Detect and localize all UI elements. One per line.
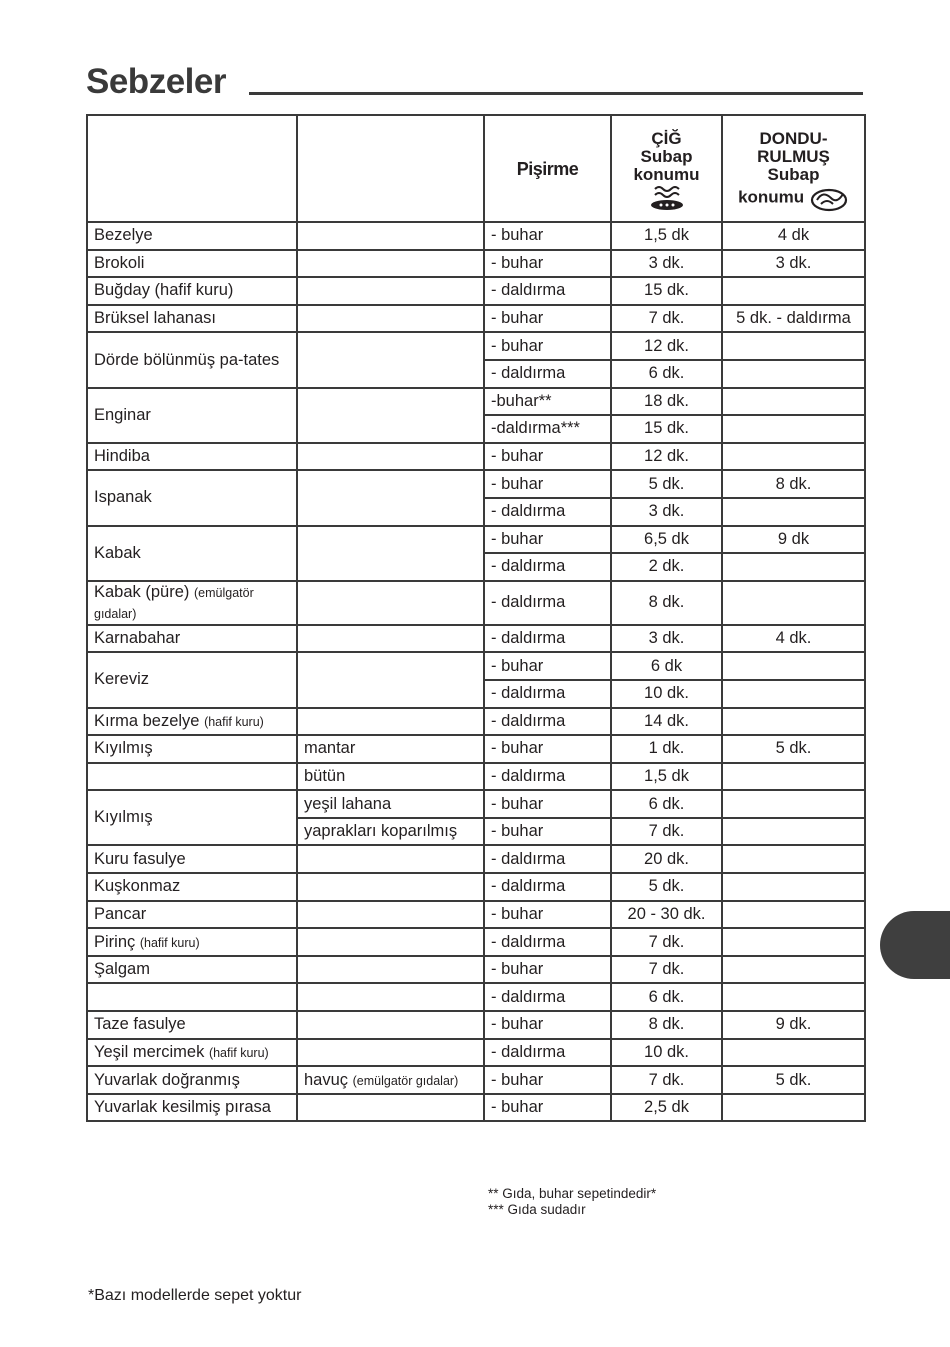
vegetable-detail: yaprakları koparılmış xyxy=(297,818,484,846)
cooking-method: - buhar xyxy=(484,1011,611,1039)
vegetable-name: Karnabahar xyxy=(87,625,297,653)
vegetable-name: Bezelye xyxy=(87,222,297,250)
table-row xyxy=(87,1066,865,1094)
frozen-time: 4 dk xyxy=(722,222,865,250)
frozen-time: 9 dk. xyxy=(722,1011,865,1039)
raw-time: 1 dk. xyxy=(611,735,722,763)
footnotes xyxy=(488,1186,656,1218)
raw-time: 12 dk. xyxy=(611,443,722,471)
cooking-method: - buhar xyxy=(484,443,611,471)
table-row xyxy=(87,305,865,333)
cooking-method: - daldırma xyxy=(484,1039,611,1067)
raw-time: 7 dk. xyxy=(611,928,722,956)
cooking-method: - daldırma xyxy=(484,581,611,625)
raw-time: 18 dk. xyxy=(611,388,722,416)
table-row xyxy=(87,222,865,250)
vegetable-name: Ispanak xyxy=(87,470,297,525)
vegetable-detail xyxy=(297,250,484,278)
cooking-method: - buhar xyxy=(484,818,611,846)
vegetable-name: Kırma bezelye (hafif kuru) xyxy=(87,708,297,736)
table-row xyxy=(87,928,865,956)
vegetable-detail xyxy=(297,1039,484,1067)
vegetable-detail xyxy=(297,305,484,333)
cooking-method: - buhar xyxy=(484,222,611,250)
raw-time: 7 dk. xyxy=(611,1066,722,1094)
frozen-time xyxy=(722,277,865,305)
page-title: Sebzeler xyxy=(86,62,226,101)
cooking-method: - buhar xyxy=(484,470,611,498)
frozen-time xyxy=(722,360,865,388)
raw-time: 2 dk. xyxy=(611,553,722,581)
footnote: ** Gıda, buhar sepetindedir* xyxy=(488,1186,657,1201)
raw-time: 6 dk. xyxy=(611,983,722,1011)
table-row xyxy=(87,526,865,554)
vegetable-detail xyxy=(297,708,484,736)
cooking-method: - daldırma xyxy=(484,277,611,305)
table-row xyxy=(87,1011,865,1039)
vegetable-name: Yuvarlak doğranmış xyxy=(87,1066,297,1094)
frozen-time xyxy=(722,680,865,708)
frozen-time xyxy=(722,901,865,929)
frozen-time: 5 dk. - daldırma xyxy=(722,305,865,333)
vegetable-detail xyxy=(297,1094,484,1122)
frozen-time: 8 dk. xyxy=(722,470,865,498)
table-row xyxy=(87,581,865,625)
cooking-method: - buhar xyxy=(484,250,611,278)
cooking-method: - buhar xyxy=(484,735,611,763)
raw-time: 10 dk. xyxy=(611,1039,722,1067)
vegetable-detail xyxy=(297,625,484,653)
vegetable-detail xyxy=(297,277,484,305)
table-row xyxy=(87,901,865,929)
cooking-method: - buhar xyxy=(484,305,611,333)
vegetable-detail xyxy=(297,388,484,443)
vegetable-name: Pirinç (hafif kuru) xyxy=(87,928,297,956)
cooking-method: - buhar xyxy=(484,901,611,929)
vegetable-detail xyxy=(297,652,484,707)
cooking-method: - buhar xyxy=(484,652,611,680)
cooking-method: - daldırma xyxy=(484,680,611,708)
vegetable-detail: bütün xyxy=(297,763,484,791)
cooking-method: - buhar xyxy=(484,956,611,984)
raw-time: 1,5 dk xyxy=(611,222,722,250)
vegetable-name: Yuvarlak kesilmiş pırasa xyxy=(87,1094,297,1122)
vegetable-cooking-table xyxy=(86,114,866,1122)
table-row xyxy=(87,708,865,736)
vegetable-name: Kıyılmış xyxy=(87,735,297,763)
vegetable-detail xyxy=(297,845,484,873)
title-rule xyxy=(249,92,863,95)
vegetable-name: Yeşil mercimek (hafif kuru) xyxy=(87,1039,297,1067)
raw-time: 6 dk. xyxy=(611,360,722,388)
vegetable-name: Brüksel lahanası xyxy=(87,305,297,333)
footnote: *** Gıda sudadır xyxy=(488,1202,586,1217)
vegetable-name: Taze fasulye xyxy=(87,1011,297,1039)
vegetable-name xyxy=(87,983,297,1011)
table-row xyxy=(87,956,865,984)
cooking-method: - daldırma xyxy=(484,983,611,1011)
frozen-time: 4 dk. xyxy=(722,625,865,653)
frozen-time xyxy=(722,581,865,625)
cooking-method: - daldırma xyxy=(484,360,611,388)
table-row xyxy=(87,873,865,901)
raw-time: 15 dk. xyxy=(611,415,722,443)
vegetable-name: Pancar xyxy=(87,901,297,929)
vegetable-detail: mantar xyxy=(297,735,484,763)
raw-time: 3 dk. xyxy=(611,250,722,278)
frozen-time xyxy=(722,443,865,471)
vegetable-detail xyxy=(297,956,484,984)
frozen-time xyxy=(722,873,865,901)
cooking-method: - buhar xyxy=(484,1094,611,1122)
frozen-time xyxy=(722,763,865,791)
frozen-time xyxy=(722,1039,865,1067)
raw-time: 10 dk. xyxy=(611,680,722,708)
section-tab-marker xyxy=(880,911,950,979)
cooking-method: - buhar xyxy=(484,1066,611,1094)
vegetable-detail xyxy=(297,1011,484,1039)
raw-time: 3 dk. xyxy=(611,498,722,526)
frozen-time: 5 dk. xyxy=(722,735,865,763)
frozen-time xyxy=(722,415,865,443)
vegetable-name: Şalgam xyxy=(87,956,297,984)
raw-time: 6 dk xyxy=(611,652,722,680)
frozen-time xyxy=(722,652,865,680)
table-row xyxy=(87,845,865,873)
vegetable-name: Kabak xyxy=(87,526,297,581)
vegetable-name: Kıyılmış xyxy=(87,790,297,845)
frozen-time xyxy=(722,498,865,526)
frozen-time xyxy=(722,818,865,846)
frozen-time xyxy=(722,983,865,1011)
cooking-method: - daldırma xyxy=(484,763,611,791)
vegetable-detail: yeşil lahana xyxy=(297,790,484,818)
table-row xyxy=(87,277,865,305)
raw-time: 6 dk. xyxy=(611,790,722,818)
raw-time: 3 dk. xyxy=(611,625,722,653)
frozen-time xyxy=(722,553,865,581)
raw-time: 20 dk. xyxy=(611,845,722,873)
frozen-time: 5 dk. xyxy=(722,1066,865,1094)
raw-time: 8 dk. xyxy=(611,581,722,625)
cooking-method: -daldırma*** xyxy=(484,415,611,443)
vegetable-detail xyxy=(297,222,484,250)
table-row xyxy=(87,1039,865,1067)
vegetable-detail: havuç (emülgatör gıdalar) xyxy=(297,1066,484,1094)
cooking-method: - daldırma xyxy=(484,845,611,873)
table-row xyxy=(87,790,865,818)
raw-time: 12 dk. xyxy=(611,332,722,360)
vegetable-name: Kuşkonmaz xyxy=(87,873,297,901)
cooking-method: -buhar** xyxy=(484,388,611,416)
cooking-method: - buhar xyxy=(484,332,611,360)
header-frozen-valve: DONDU- RULMUŞ Subap konumu xyxy=(722,115,865,222)
table-row xyxy=(87,763,865,791)
frozen-time xyxy=(722,790,865,818)
cooking-method: - daldırma xyxy=(484,498,611,526)
frozen-time xyxy=(722,845,865,873)
raw-time: 2,5 dk xyxy=(611,1094,722,1122)
frozen-time: 9 dk xyxy=(722,526,865,554)
raw-time: 15 dk. xyxy=(611,277,722,305)
vegetable-name: Hindiba xyxy=(87,443,297,471)
vegetable-name: Brokoli xyxy=(87,250,297,278)
steam-valve-icon xyxy=(647,184,687,212)
raw-time: 5 dk. xyxy=(611,873,722,901)
table-row xyxy=(87,625,865,653)
table-row xyxy=(87,735,865,763)
cooking-method: - daldırma xyxy=(484,708,611,736)
frozen-time xyxy=(722,956,865,984)
table-row xyxy=(87,388,865,416)
vegetable-detail xyxy=(297,581,484,625)
vegetable-name xyxy=(87,763,297,791)
vegetable-name: Dörde bölünmüş pa-tates xyxy=(87,332,297,387)
vegetable-detail xyxy=(297,332,484,387)
vegetable-name: Enginar xyxy=(87,388,297,443)
raw-time: 7 dk. xyxy=(611,305,722,333)
table-row xyxy=(87,443,865,471)
raw-time: 5 dk. xyxy=(611,470,722,498)
cooking-method: - daldırma xyxy=(484,553,611,581)
table-row xyxy=(87,332,865,360)
header-raw-valve: ÇİĞ Subap konumu xyxy=(611,115,722,222)
bottom-note: *Bazı modellerde sepet yoktur xyxy=(88,1287,302,1304)
vegetable-detail xyxy=(297,470,484,525)
vegetable-name: Kabak (püre) (emülgatör gıdalar) xyxy=(87,581,297,625)
raw-time: 1,5 dk xyxy=(611,763,722,791)
header-vegetable xyxy=(87,115,297,222)
cooking-method: - daldırma xyxy=(484,928,611,956)
vegetable-detail xyxy=(297,901,484,929)
raw-time: 7 dk. xyxy=(611,818,722,846)
frozen-time xyxy=(722,708,865,736)
cooking-method: - buhar xyxy=(484,790,611,818)
vegetable-detail xyxy=(297,928,484,956)
vegetable-name: Kereviz xyxy=(87,652,297,707)
table-row xyxy=(87,983,865,1011)
vegetable-name: Buğday (hafif kuru) xyxy=(87,277,297,305)
table-row xyxy=(87,1094,865,1122)
vegetable-name: Kuru fasulye xyxy=(87,845,297,873)
header-detail xyxy=(297,115,484,222)
frozen-time xyxy=(722,928,865,956)
table-row xyxy=(87,470,865,498)
table-row xyxy=(87,652,865,680)
vegetable-detail xyxy=(297,983,484,1011)
table-row xyxy=(87,250,865,278)
raw-time: 14 dk. xyxy=(611,708,722,736)
raw-time: 20 - 30 dk. xyxy=(611,901,722,929)
table-header-row xyxy=(87,115,865,222)
raw-time: 6,5 dk xyxy=(611,526,722,554)
cooking-method: - daldırma xyxy=(484,625,611,653)
cooking-method: - buhar xyxy=(484,526,611,554)
vegetable-detail xyxy=(297,873,484,901)
cooking-method: - daldırma xyxy=(484,873,611,901)
vegetable-detail xyxy=(297,443,484,471)
raw-time: 7 dk. xyxy=(611,956,722,984)
frozen-time xyxy=(722,1094,865,1122)
vegetable-detail xyxy=(297,526,484,581)
header-cooking: Pişirme xyxy=(484,115,611,222)
frozen-time xyxy=(722,332,865,360)
frozen-time xyxy=(722,388,865,416)
raw-time: 8 dk. xyxy=(611,1011,722,1039)
frozen-time: 3 dk. xyxy=(722,250,865,278)
frozen-valve-icon xyxy=(809,184,849,212)
